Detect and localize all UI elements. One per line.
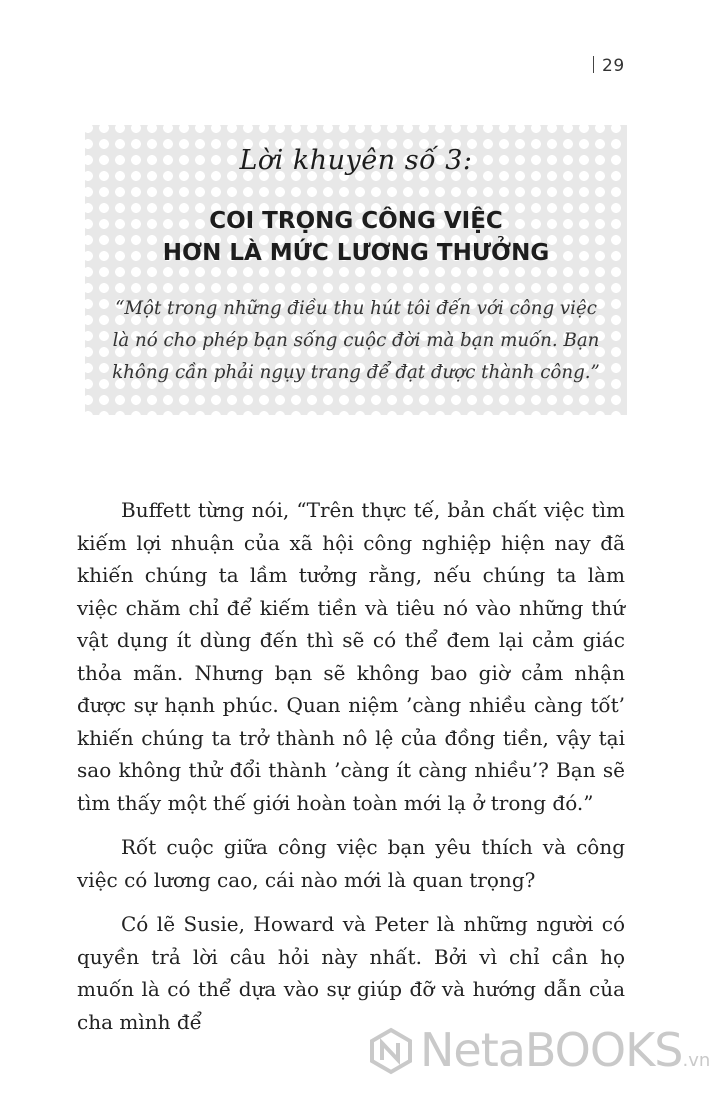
tip-quote-line-3: không cần phải ngụy trang để đạt được thành công.”: [112, 362, 600, 383]
tip-quote: [105, 293, 607, 389]
netabooks-logo-icon: [368, 1028, 414, 1074]
page-number-value: 29: [602, 56, 625, 76]
body-text: [77, 494, 625, 1050]
tip-label: Lời khuyên số 3:: [239, 145, 473, 176]
tip-box: [85, 125, 627, 415]
page-number: [593, 56, 625, 76]
tip-title-line-1: COI TRỌNG CÔNG VIỆC: [209, 208, 503, 234]
paragraph-2: Rốt cuộc giữa công việc bạn yêu thích và công việc có lương cao, cái nào mới là quan trọng?: [77, 835, 625, 892]
page-number-divider: [593, 56, 594, 73]
tip-title: [85, 205, 627, 269]
watermark-suffix: .vn: [682, 1050, 710, 1071]
netabooks-watermark: [368, 1023, 710, 1077]
tip-title-line-2: HƠN LÀ MỨC LƯƠNG THƯỞNG: [162, 240, 550, 266]
paragraph-1: Buffett từng nói, “Trên thực tế, bản chất việc tìm kiếm lợi nhuận của xã hội công nghiệp hiện nay đã khiến chúng ta lầm tưởng rằng, nếu chúng ta làm việc chăm chỉ để kiếm tiền và tiêu nó vào những thứ vật dụng ít dùng đến thì sẽ có thể đem lại cảm giác thỏa mãn. Nhưng bạn sẽ không bao giờ cảm nhận được sự hạnh phúc. Quan niệm ’càng nhiều càng tốt’ khiến chúng ta trở thành nô lệ của đồng tiền, vậy tại sao không thử đổi thành ’càng ít càng nhiều’? Bạn sẽ tìm thấy một thế giới hoàn toàn mới lạ ở trong đó.”: [77, 498, 625, 815]
watermark-brand: NetaBOOKS: [420, 1023, 683, 1077]
tip-quote-line-2: là nó cho phép bạn sống cuộc đời mà bạn muốn. Bạn: [112, 330, 600, 351]
paragraph-3: Có lẽ Susie, Howard và Peter là những người có quyền trả lời câu hỏi này nhất. Bởi vì chỉ cần họ muốn là có thể dựa vào sự giúp đỡ và hướng dẫn của cha mình để: [77, 912, 625, 1034]
tip-quote-line-1: “Một trong những điều thu hút tôi đến với công việc: [115, 298, 597, 319]
